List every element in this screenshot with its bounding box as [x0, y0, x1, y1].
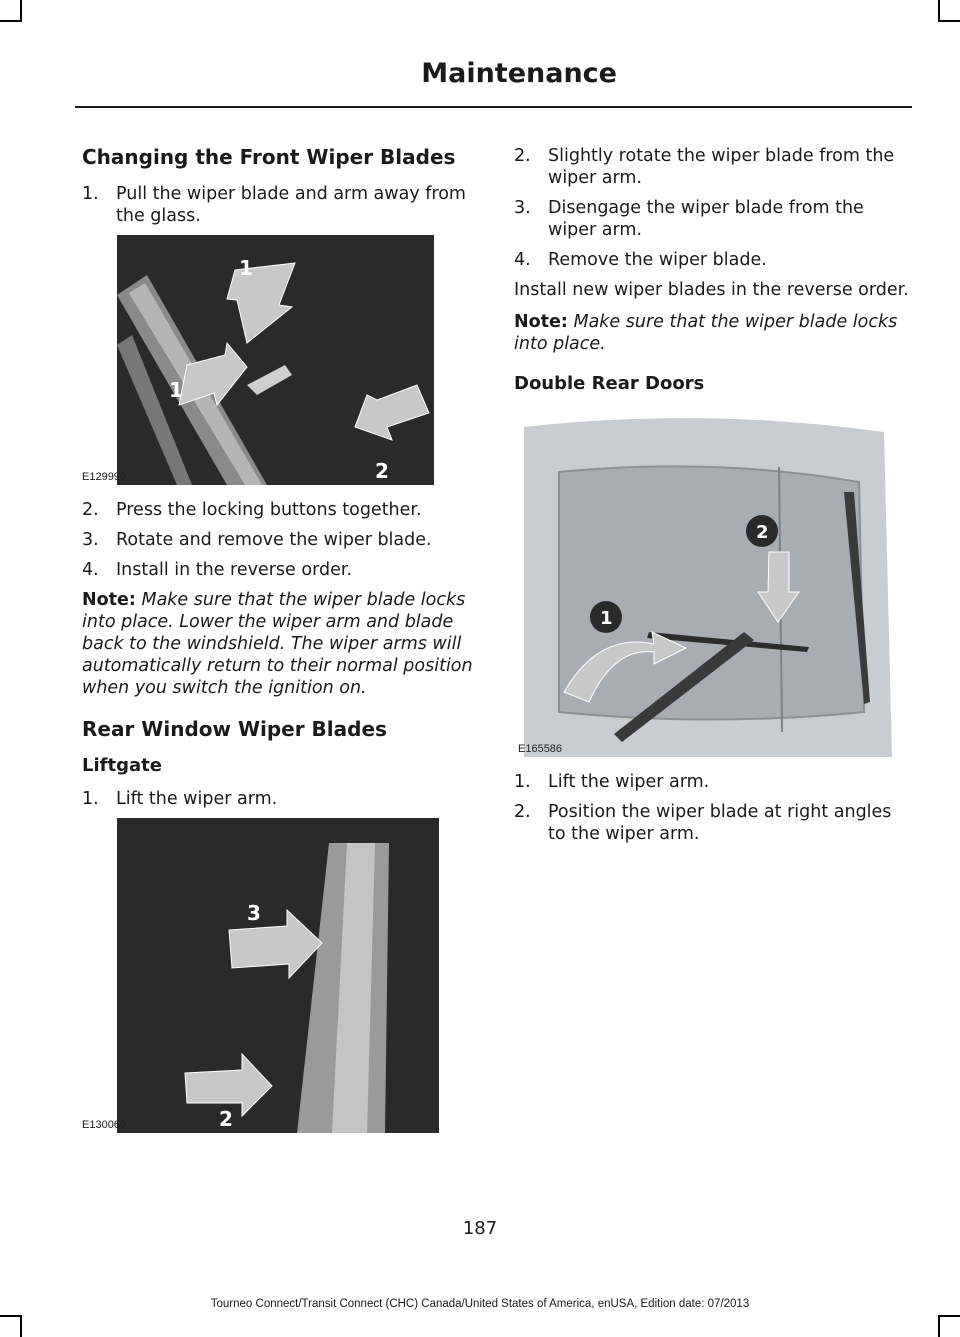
step-text: Lift the wiper arm. [116, 789, 278, 809]
crop-mark [938, 1315, 960, 1317]
step-item [514, 771, 909, 793]
step-number: 2. [514, 146, 531, 166]
step-item [514, 249, 909, 271]
figure-code: E165586 [518, 743, 563, 755]
callout-label: 2 [219, 1107, 233, 1131]
callout-label: 1 [600, 608, 613, 629]
crop-mark [20, 1315, 22, 1337]
step-text: Remove the wiper blade. [548, 250, 767, 270]
step-number: 2. [514, 802, 531, 822]
crop-mark [938, 20, 960, 22]
step-text: Rotate and remove the wiper blade. [116, 530, 432, 550]
crop-mark [0, 1315, 22, 1317]
step-number: 2. [82, 500, 99, 520]
step-number: 1. [82, 789, 99, 809]
figure-code: E129990 [82, 471, 127, 483]
crop-mark [0, 20, 22, 22]
page-title: Maintenance [421, 58, 617, 89]
section-title-rear-wipers: Rear Window Wiper Blades [82, 717, 387, 741]
step-number: 3. [514, 198, 531, 218]
page-number: 187 [462, 1218, 498, 1239]
figure-front-wiper [82, 235, 434, 485]
callout-label: 1 [239, 256, 253, 280]
step-number: 3. [82, 530, 99, 550]
step-text: Install in the reverse order. [116, 560, 353, 580]
note-label: Note: [514, 312, 568, 332]
step-text: Disengage the wiper blade from the wiper arm. [548, 198, 864, 240]
step-number: 1. [82, 184, 99, 204]
step-text: Lift the wiper arm. [548, 772, 710, 792]
section-title-front-wipers: Changing the Front Wiper Blades [82, 145, 456, 169]
step-number: 4. [82, 560, 99, 580]
front-wiper-illustration [117, 235, 434, 485]
step-text: Pull the wiper blade and arm away from the glass. [116, 184, 466, 226]
callout-label: 2 [756, 522, 769, 543]
step-item [82, 499, 477, 521]
header-divider [75, 106, 912, 108]
step-text: Position the wiper blade at right angles to the wiper arm. [548, 802, 892, 844]
note-text: Make sure that the wiper blade locks into place. Lower the wiper arm and blade back to the windshield. The wiper arms will automatically return to their normal position when you switch the ignition on. [82, 590, 473, 698]
crop-mark [20, 0, 22, 22]
step-item [514, 145, 909, 189]
step-item [82, 788, 477, 810]
step-item [82, 183, 477, 227]
figure-rear-door-wiper [514, 412, 892, 757]
callout-label: 1 [169, 378, 183, 402]
crop-mark [938, 0, 940, 22]
note-paragraph [82, 589, 477, 699]
step-number: 4. [514, 250, 531, 270]
step-item [82, 529, 477, 551]
note-paragraph [514, 311, 909, 355]
callout-label: 3 [247, 901, 261, 925]
subsection-title-double-rear-doors: Double Rear Doors [514, 373, 705, 394]
callout-label: 2 [375, 459, 389, 483]
subsection-title-liftgate: Liftgate [82, 755, 162, 776]
left-column [82, 145, 477, 1147]
figure-liftgate-wiper [82, 818, 439, 1133]
step-item [82, 559, 477, 581]
step-number: 1. [514, 772, 531, 792]
install-paragraph: Install new wiper blades in the reverse order. [514, 280, 909, 300]
note-text: Make sure that the wiper blade locks into place. [514, 312, 898, 354]
right-column [514, 145, 909, 853]
step-text: Press the locking buttons together. [116, 500, 422, 520]
figure-code: E130060 [82, 1119, 127, 1131]
step-item [514, 197, 909, 241]
page-footer: Tourneo Connect/Transit Connect (CHC) Canada/United States of America, enUSA, Edition date: 07/2013 [210, 1298, 750, 1310]
liftgate-wiper-illustration [117, 818, 439, 1133]
step-item [514, 801, 909, 845]
rear-door-wiper-illustration [514, 412, 892, 757]
crop-mark [938, 1315, 940, 1337]
step-text: Slightly rotate the wiper blade from the wiper arm. [548, 146, 895, 188]
note-label: Note: [82, 590, 136, 610]
